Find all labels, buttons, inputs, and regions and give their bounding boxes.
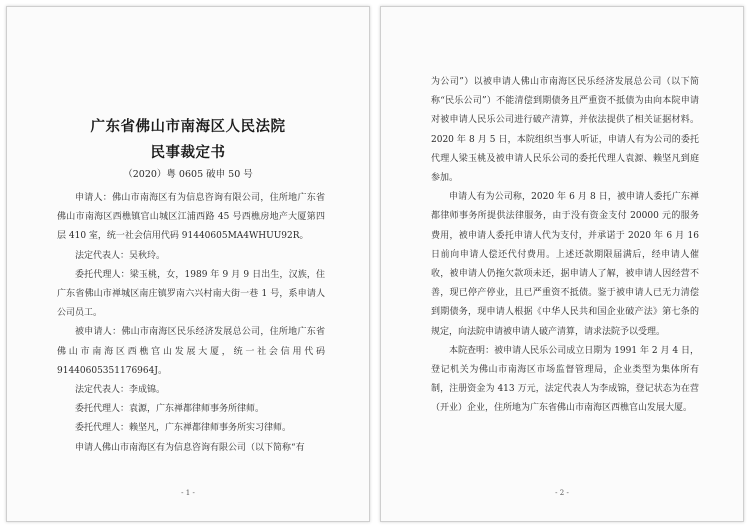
page-number: - 1 - (181, 489, 195, 497)
paragraph-applicant: 申请人：佛山市南海区有为信息咨询有限公司，住所地广东省佛山市南海区西樵镇官山城区江浦西路 45 号西樵房地产大厦第四层 410 室，统一社会信用代码 91440605MA4WHUU92R。 (57, 193, 325, 242)
paragraph-court-findings: 本院查明：被申请人民乐公司成立日期为 1991 年 2 月 4 日，登记机关为佛山市南海区市场监督管理局，企业类型为集体所有制，注册资金为 413 万元，法定代表人为李成锦，登记状态为在营（开业）企业，住所地为广东省佛山市南海区西樵官山发展大厦。 (431, 345, 699, 414)
paragraph-applicant-legal-rep: 法定代表人：吴秋玲。 (75, 250, 166, 261)
page-2-body (431, 73, 699, 419)
paragraph-application-summary: 为公司”）以被申请人佛山市南海区民乐经济发展总公司（以下简称“民乐公司”）不能清偿到期债务且严重资不抵债为由向本院申请对被申请人民乐公司进行破产清算，并依法提供了相关证据材料。2020 年 8 月 5 日，本院组织当事人听证，申请人有为公司的委托代理人梁玉桃及被申请人民乐公司的委托代理人袁源、赖坚凡到庭参加。 (431, 77, 699, 184)
paragraph-case-intro: 申请人佛山市南海区有为信息咨询有限公司（以下简称“有 (75, 442, 305, 453)
case-number: （2020）粤 0605 破申 50 号 (123, 169, 253, 180)
paragraph-respondent-legal-rep: 法定代表人：李成锦。 (75, 385, 166, 396)
page-1-body (57, 189, 325, 458)
paragraph-applicant-claim: 申请人有为公司称，2020 年 6 月 8 日，被申请人委托广东禅都律师事务所提供法律服务，由于没有资金支付 20000 元的服务费用，被申请人委托申请人代为支付，并承诺于 2020 年 6 月 16 日前向申请人偿还代付费用。上述还款期限届满后，经申请人催收，被申请人仍拖欠款项未还，据申请人了解，被申请人因经营不善，现已停产停业，且已严重资不抵债。鉴于被申请人已无力清偿到期债务，现申请人根据《中华人民共和国企业破产法》第七条的规定，向法院申请被申请人破产清算，请求法院予以受理。 (431, 192, 699, 337)
paragraph-applicant-agent: 委托代理人：梁玉桃，女，1989 年 9 月 9 日出生，汉族，住广东省佛山市禅城区南庄镇罗南六兴村南大街一巷 1 号，系申请人公司员工。 (57, 269, 325, 319)
paragraph-respondent-agent-1: 委托代理人：袁源，广东禅都律师事务所律师。 (75, 404, 265, 415)
document-page-2 (380, 6, 744, 522)
page-number: - 2 - (555, 489, 569, 497)
document-page-1 (6, 6, 370, 522)
paragraph-respondent: 被申请人：佛山市南海区民乐经济发展总公司，住所地广东省佛山市南海区西樵官山发展大厦，统一社会信用代码 91440605351176964J。 (57, 327, 325, 376)
court-name: 广东省佛山市南海区人民法院 (90, 118, 286, 135)
paragraph-respondent-agent-2: 委托代理人：赖坚凡，广东禅都律师事务所实习律师。 (75, 423, 292, 434)
document-type: 民事裁定书 (150, 144, 226, 161)
